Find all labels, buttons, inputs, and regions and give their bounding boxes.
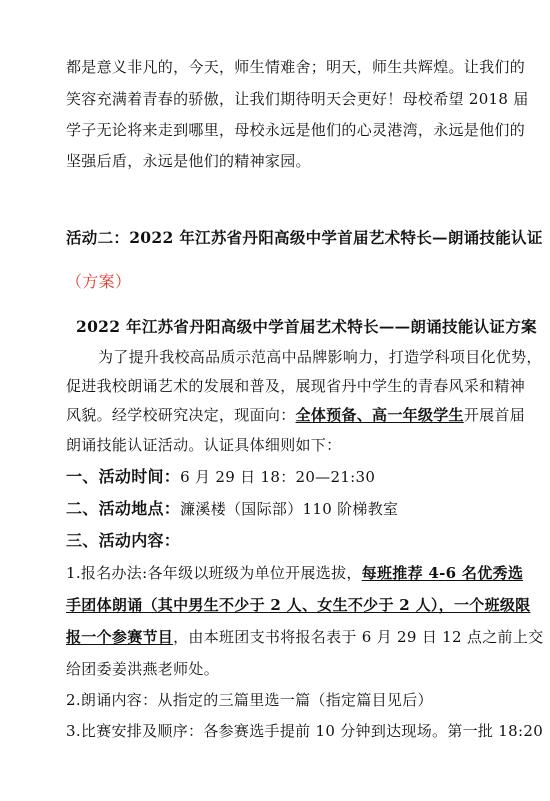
intro-line-4: 坚强后盾，永远是他们的精神家园。 (66, 152, 311, 170)
body-line-2: 促进我校朗诵艺术的发展和普及，展现省丹中学生的青春风采和精神 (66, 377, 526, 395)
time-label: 一、活动时间： (66, 467, 181, 486)
item1-text: 1.报名办法:各年级以班级为单位开展选拔， (66, 564, 362, 582)
intro-line-3: 学子无论将来走到哪里，母校永远是他们的心灵港湾，永远是他们的 (66, 121, 526, 139)
item1-line-3-tail: ，由本班团支书将报名表于 6 月 29 日 12 点之前上交 (173, 628, 544, 646)
activity2-heading: 活动二：2022 年江苏省丹阳高级中学首届艺术特长—朗诵技能认证 (66, 228, 543, 247)
section-place (66, 499, 398, 519)
body-line-3 (66, 405, 525, 425)
item2-line: 2.朗诵内容：从指定的三篇里选一篇（指定篇目见后） (66, 691, 433, 709)
plan-title: 2022 年江苏省丹阳高级中学首届艺术特长——朗诵技能认证方案 (76, 317, 537, 336)
plan-tag: （方案） (66, 272, 132, 291)
body-line-1: 为了提升我校高品质示范高中品牌影响力，打造学科项目化优势， (98, 348, 542, 366)
item3-line: 3.比赛安排及顺序：各参赛选手提前 10 分钟到达现场。第一批 18:20 (66, 722, 544, 740)
section-time (66, 467, 375, 487)
section-content (66, 531, 180, 551)
body-line-3-text: 风貌。经学校研究决定，现面向： (66, 406, 296, 424)
intro-line-1: 都是意义非凡的，今天，师生情难舍；明天，师生共辉煌。让我们的 (66, 58, 526, 76)
item1-emphasis-3: 报一个参赛节目 (66, 628, 174, 646)
item1-line-1 (66, 563, 523, 583)
item1-line-3 (66, 627, 543, 647)
item1-line-2: 手团体朗诵（其中男生不少于 2 人、女生不少于 2 人），一个班级限 (66, 596, 531, 614)
intro-line-2: 笑容充满着青春的骄傲，让我们期待明天会更好！母校希望 2018 届 (66, 90, 529, 108)
content-label: 三、活动内容： (66, 531, 181, 550)
target-students-emphasis: 全体预备、高一年级学生 (295, 406, 464, 424)
body-line-3-tail: 开展首届 (463, 406, 526, 424)
body-line-4: 朗诵技能认证活动。认证具体细则如下： (66, 436, 342, 454)
time-value: 6 月 29 日 18：20—21:30 (180, 468, 376, 486)
place-label: 二、活动地点： (66, 499, 181, 518)
item1-emphasis-1: 每班推荐 4-6 名优秀选 (361, 564, 524, 582)
item1-line-4: 给团委姜洪燕老师处。 (66, 660, 220, 678)
place-value: 濂溪楼（国际部）110 阶梯教室 (180, 500, 399, 518)
